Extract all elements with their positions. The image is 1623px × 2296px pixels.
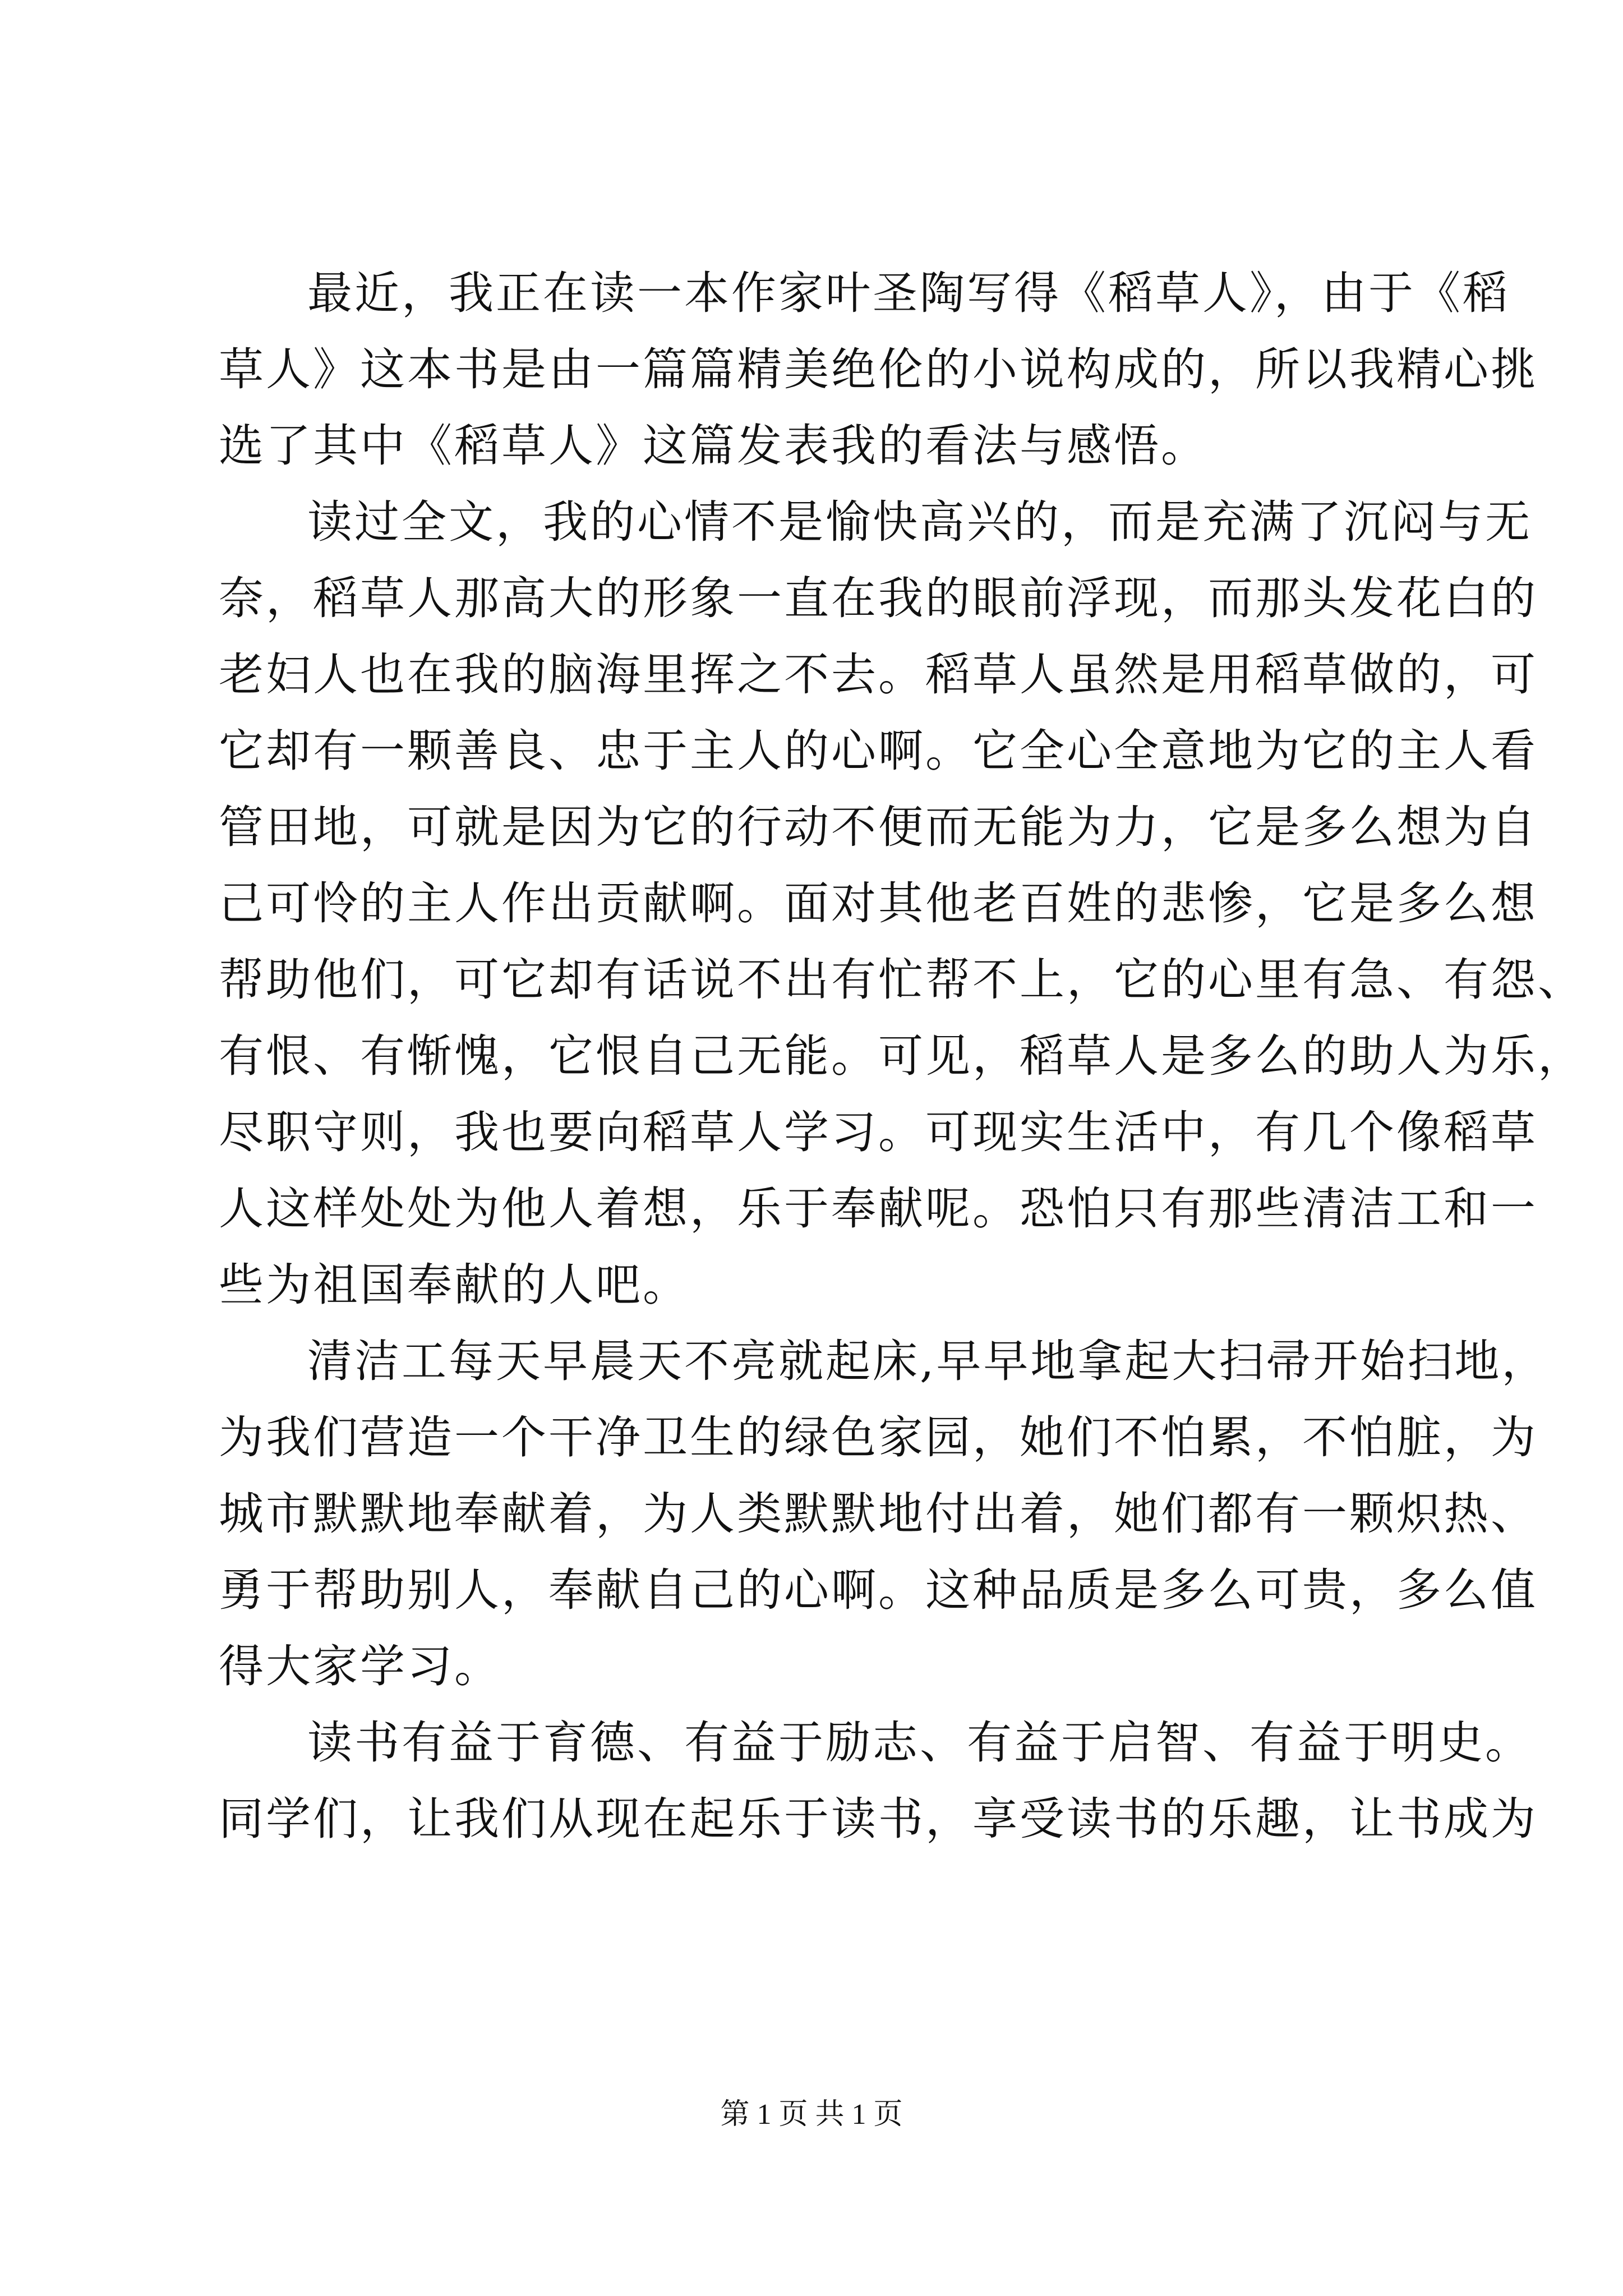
paragraph-2-line-9: 尽职守则，我也要向稻草人学习。可现实生活中，有几个像稻草 [219,1106,1538,1158]
paragraph-2-line-10: 人这样处处为他人着想，乐于奉献呢。恐怕只有那些清洁工和一 [219,1182,1538,1235]
paragraph-2-line-8: 有恨、有惭愧，它恨自己无能。可见，稻草人是多么的助人为乐， [219,1030,1585,1082]
paragraph-2-line-2: 奈，稻草人那高大的形象一直在我的眼前浮现，而那头发花白的 [219,572,1538,624]
paragraph-3-line-3: 城市默默地奉献着，为人类默默地付出着，她们都有一颗炽热、 [219,1488,1538,1540]
paragraph-1-line-2: 草人》这本书是由一篇篇精美绝伦的小说构成的，所以我精心挑 [219,343,1538,395]
paragraph-2-line-1: 读过全文，我的心情不是愉快高兴的，而是充满了沉闷与无 [307,496,1532,548]
paragraph-3-line-1: 清洁工每天早晨天不亮就起床,早早地拿起大扫帚开始扫地， [307,1335,1549,1387]
paragraph-3-line-4: 勇于帮助别人，奉献自己的心啊。这种品质是多么可贵，多么值 [219,1564,1538,1616]
paragraph-2-line-11: 些为祖国奉献的人吧。 [219,1259,690,1311]
paragraph-2-line-5: 管田地，可就是因为它的行动不便而无能为力，它是多么想为自 [219,801,1538,853]
document-body [219,255,1585,1857]
paragraph-2-line-7: 帮助他们，可它却有话说不出有忙帮不上，它的心里有急、有怨、 [219,954,1585,1006]
paragraph-2-line-3: 老妇人也在我的脑海里挥之不去。稻草人虽然是用稻草做的，可 [219,648,1538,701]
paragraph-3-line-2: 为我们营造一个干净卫生的绿色家园，她们不怕累，不怕脏，为 [219,1411,1538,1464]
paragraph-1-line-1: 最近，我正在读一本作家叶圣陶写得《稻草人》，由于《稻 [307,267,1510,319]
page-number-footer: 第 1 页 共 1 页 [720,2099,903,2131]
paragraph-3-line-5: 得大家学习。 [219,1640,501,1692]
paragraph-4-line-1: 读书有益于育德、有益于励志、有益于启智、有益于明史。 [307,1717,1532,1769]
paragraph-2-line-4: 它却有一颗善良、忠于主人的心啊。它全心全意地为它的主人看 [219,725,1538,777]
paragraph-1-line-3: 选了其中《稻草人》这篇发表我的看法与感悟。 [219,420,1208,472]
paragraph-4-line-2: 同学们，让我们从现在起乐于读书，享受读书的乐趣，让书成为 [219,1793,1538,1845]
paragraph-2-line-6: 己可怜的主人作出贡献啊。面对其他老百姓的悲惨，它是多么想 [219,877,1538,930]
